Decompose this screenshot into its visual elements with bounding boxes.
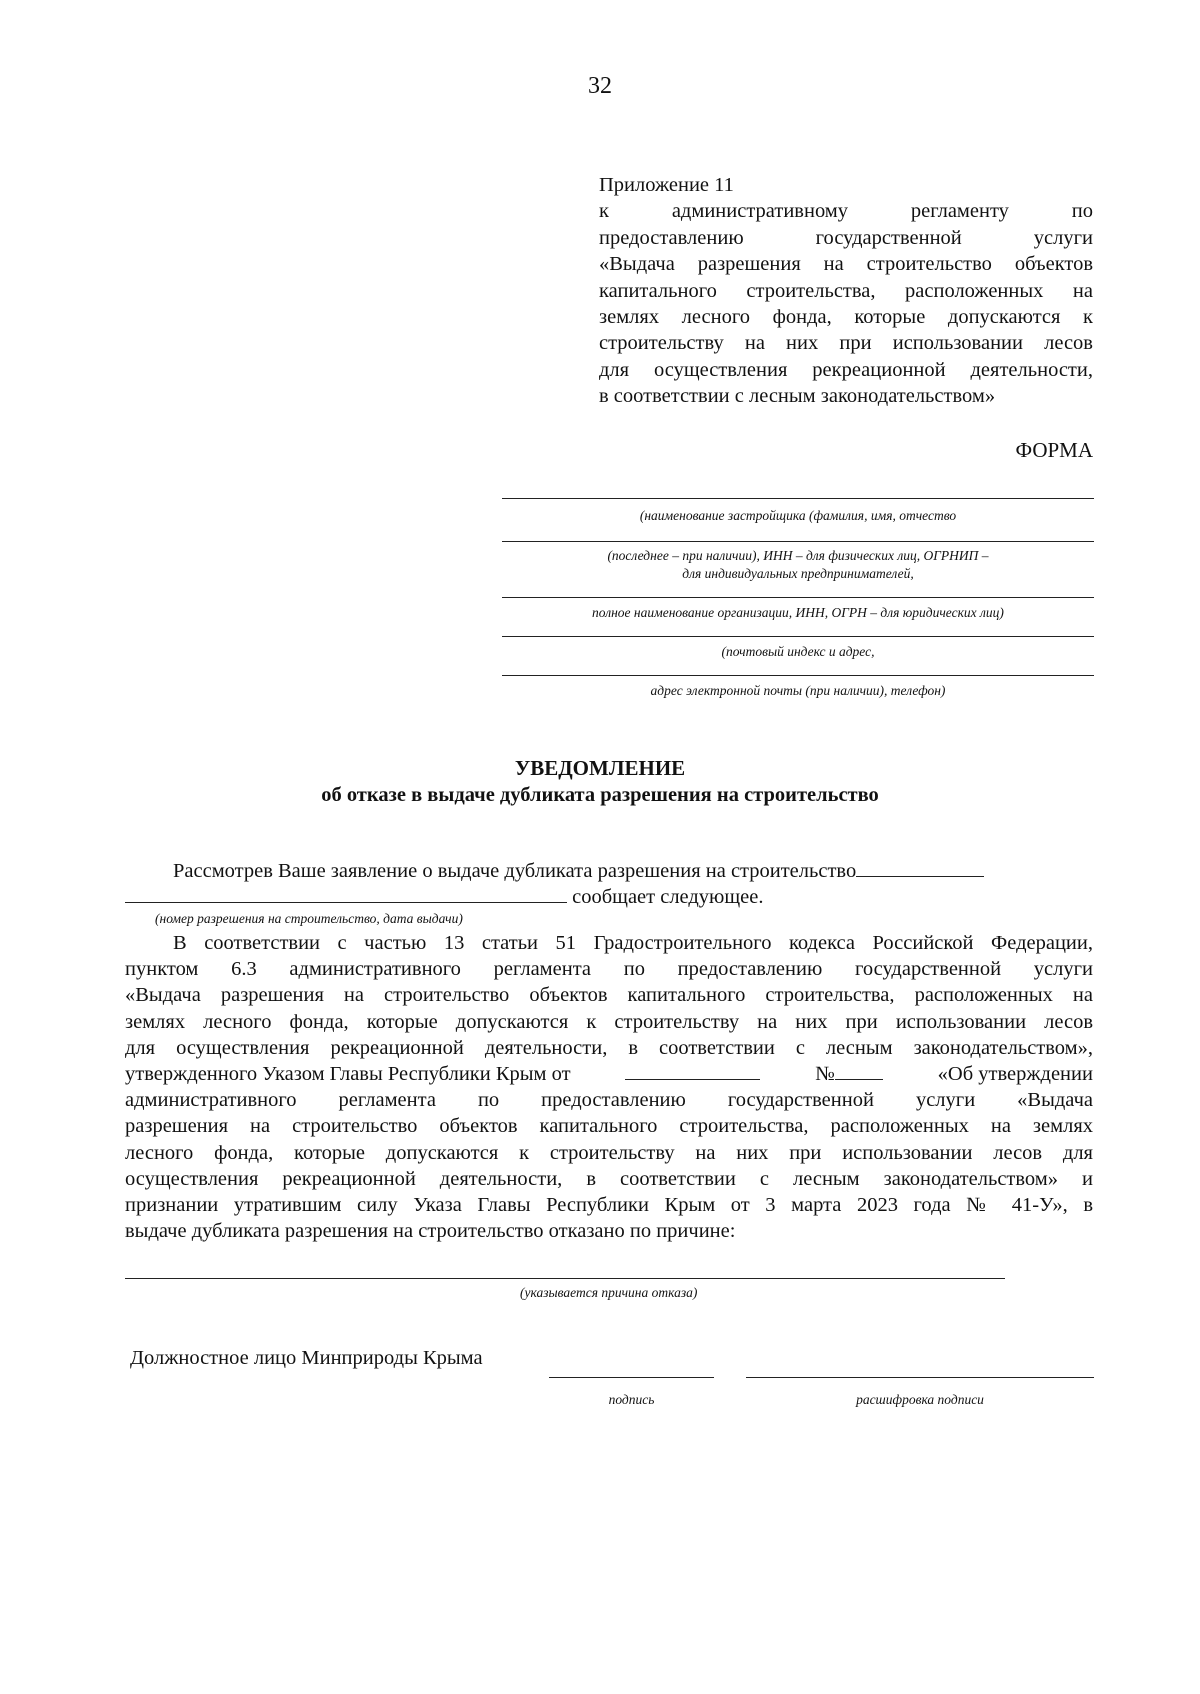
- appendix-line: к административному регламенту по: [599, 200, 1093, 223]
- main-paragraph: [125, 930, 1093, 1244]
- paragraph-line: В соответствии с частью 13 статьи 51 Градостроительного кодекса Российской Федерации,: [173, 932, 1093, 954]
- decree-start: утвержденного Указом Главы Республики Крым от: [125, 1063, 571, 1086]
- paragraph-line: административного регламента по предоставлению государственной услуги «Выдача: [125, 1089, 1093, 1112]
- addressee-line: [502, 636, 1094, 637]
- signature-decode-line: [746, 1377, 1094, 1378]
- appendix-line: предоставлению государственной услуги: [599, 226, 1093, 249]
- reason-line: [125, 1278, 1005, 1279]
- addressee-line: [502, 498, 1094, 499]
- decree-number-blank: [835, 1079, 883, 1080]
- appendix-line: Приложение 11: [599, 174, 734, 196]
- addressee-caption: (последнее – при наличии), ИНН – для физических лиц, ОГРНИП –: [607, 548, 989, 563]
- intro-end-line: [125, 884, 763, 910]
- intro-end-text: сообщает следующее.: [572, 886, 764, 908]
- notice-title: УВЕДОМЛЕНИЕ: [514, 756, 686, 780]
- signature-decode-caption: расшифровка подписи: [856, 1392, 984, 1407]
- paragraph-line: для осуществления рекреационной деятельности, в соответствии с лесным законодательством»,: [125, 1036, 1093, 1059]
- addressee-caption: (почтовый индекс и адрес,: [721, 644, 875, 659]
- reason-caption: (указывается причина отказа): [520, 1285, 698, 1300]
- addressee-caption: полное наименование организации, ИНН, ОГРН – для юридических лиц): [592, 605, 1004, 620]
- paragraph-line: признании утратившим силу Указа Главы Республики Крым от 3 марта 2023 года № 41-У», в: [125, 1194, 1093, 1217]
- signature-line: [549, 1377, 714, 1378]
- appendix-line: землях лесного фонда, которые допускаются к: [599, 305, 1093, 328]
- addressee-caption: адрес электронной почты (при наличии), телефон): [650, 683, 946, 698]
- appendix-line: в соответствии с лесным законодательством»: [599, 385, 996, 408]
- intro-line: [173, 858, 984, 884]
- paragraph-line: разрешения на строительство объектов капитального строительства, расположенных на землях: [125, 1115, 1093, 1138]
- permit-blank: [856, 876, 984, 877]
- paragraph-line: пунктом 6.3 административного регламента по предоставлению государственной услуги: [125, 958, 1093, 981]
- permit-number-blank: [125, 902, 567, 903]
- paragraph-line: землях лесного фонда, которые допускаются к строительству на них при использовании лесов: [125, 1010, 1093, 1033]
- addressee-line: [502, 597, 1094, 598]
- decree-title-start: «Об утверждении: [937, 1063, 1093, 1086]
- official-title: Должностное лицо Минприроды Крыма: [130, 1347, 483, 1369]
- number-sign: №: [815, 1061, 883, 1087]
- appendix-line: капитального строительства, расположенных на: [599, 279, 1093, 302]
- paragraph-line: лесного фонда, которые допускаются к строительству на них при использовании лесов для: [125, 1141, 1093, 1164]
- paragraph-line: осуществления рекреационной деятельности, в соответствии с лесным законодательством» и: [125, 1167, 1093, 1190]
- permit-caption: (номер разрешения на строительство, дата выдачи): [155, 911, 463, 926]
- addressee-line: [502, 675, 1094, 676]
- paragraph-line: выдаче дубликата разрешения на строительство отказано по причине:: [125, 1220, 736, 1243]
- appendix-line: «Выдача разрешения на строительство объектов: [599, 253, 1093, 276]
- paragraph-line: «Выдача разрешения на строительство объектов капитального строительства, расположенных на: [125, 984, 1093, 1007]
- appendix-header: [599, 172, 1093, 410]
- appendix-line: для осуществления рекреационной деятельности,: [599, 358, 1093, 381]
- addressee-caption: для индивидуальных предпринимателей,: [682, 566, 914, 581]
- notice-subtitle: об отказе в выдаче дубликата разрешения на строительство: [321, 784, 879, 806]
- page-number: 32: [588, 73, 612, 99]
- form-label: ФОРМА: [1015, 438, 1093, 462]
- addressee-block: [502, 498, 1094, 700]
- signature-caption: подпись: [608, 1392, 655, 1407]
- appendix-line: строительству на них при использовании лесов: [599, 332, 1093, 355]
- decree-line: [125, 1061, 1093, 1087]
- addressee-caption: (наименование застройщика (фамилия, имя, отчество: [639, 508, 957, 523]
- decree-date-blank: [625, 1079, 760, 1080]
- intro-text: Рассмотрев Ваше заявление о выдаче дубликата разрешения на строительство: [173, 860, 857, 882]
- addressee-line: [502, 541, 1094, 542]
